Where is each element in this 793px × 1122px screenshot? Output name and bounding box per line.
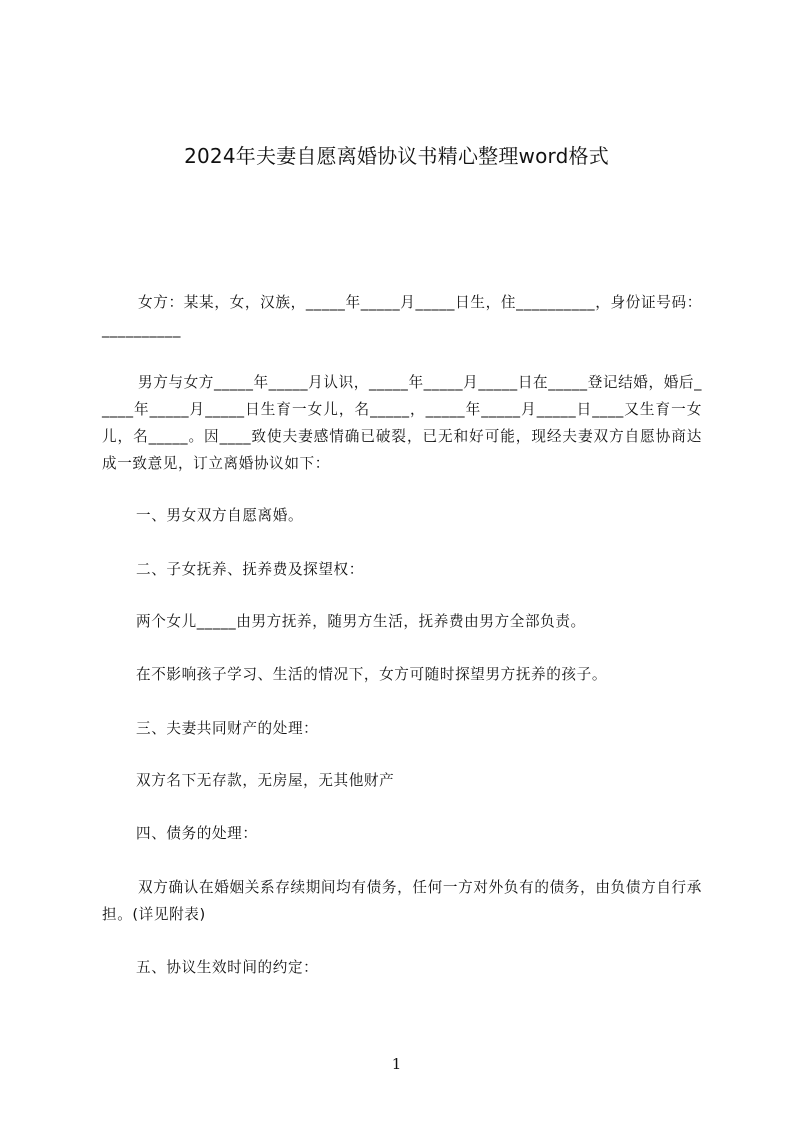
- child-custody-paragraph: 两个女儿_____由男方抚养，随男方生活，抚养费由男方全部负责。: [136, 613, 586, 630]
- page-number: 1: [391, 1055, 402, 1073]
- marriage-background-paragraph: 男方与女方_____年_____月认识，_____年_____月_____日在_____登记结婚，婚后_____年_____月_____日生育一女儿，名_____，_____年_____月_____日____又生育一女儿，名_____。因____致使夫妻感情确已破裂，已无和好可能，现经夫妻双方自愿协商达成一致意见，订立离婚协议如下：: [102, 374, 702, 472]
- clause-two-heading: 二、子女抚养、抚养费及探望权：: [136, 561, 364, 578]
- clause-four-heading: 四、债务的处理：: [136, 825, 258, 842]
- clause-one-heading: 一、男女双方自愿离婚。: [136, 507, 304, 524]
- property-paragraph: 双方名下无存款，无房屋，无其他财产: [136, 772, 395, 789]
- party-info-paragraph: 女方：某某，女，汉族，_____年_____月_____日生，住__________，身份证号码：__________: [102, 294, 702, 338]
- document-title: 2024年夫妻自愿离婚协议书精心整理word格式: [184, 144, 609, 168]
- clause-three-heading: 三、夫妻共同财产的处理：: [136, 720, 319, 737]
- debt-paragraph: 双方确认在婚姻关系存续期间均有债务，任何一方对外负有的债务，由负债方自行承担。(详见附表): [102, 879, 702, 923]
- visitation-paragraph: 在不影响孩子学习、生活的情况下，女方可随时探望男方抚养的孩子。: [136, 666, 608, 683]
- clause-five-heading: 五、协议生效时间的约定：: [136, 959, 319, 976]
